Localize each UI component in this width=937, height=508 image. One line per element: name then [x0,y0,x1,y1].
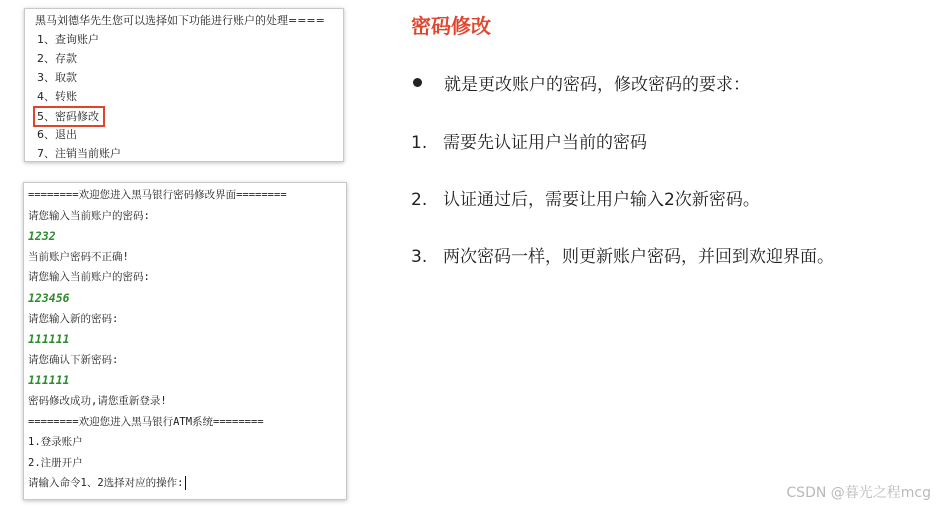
requirement-text: 认证通过后，需要让用户输入2次新密码。 [443,190,760,210]
requirement-text: 需要先认证用户当前的密码 [443,133,647,153]
console-line-input: 111111 [28,373,70,388]
menu-item-query: 1、查询账户 [37,33,99,46]
command-prompt-text: 请输入命令1、2选择对应的操作: [28,477,184,490]
requirement-number: 2. [411,190,428,210]
requirement-text: 两次密码一样，则更新账户密码，并回到欢迎界面。 [443,247,834,267]
console-line-banner: ========欢迎您进入黑马银行ATM系统======== [28,415,264,428]
console-line-banner: ========欢迎您进入黑马银行密码修改界面======== [28,189,287,201]
password-console [23,182,347,500]
bullet-text: 就是更改账户的密码，修改密码的要求： [444,75,750,95]
console-line-prompt-new: 请您输入新的密码: [28,312,119,325]
requirement-item [411,242,834,267]
console-line-prompt-confirm: 请您确认下新密码: [28,353,119,366]
text-cursor [185,476,186,490]
csdn-watermark: CSDN @暮光之程mcg [786,485,931,501]
menu-item-exit: 6、退出 [37,128,77,141]
requirement-item [411,185,760,210]
menu-item-withdraw: 3、取款 [37,71,77,84]
menu-console [24,8,344,162]
console-line-error: 当前账户密码不正确! [28,250,129,263]
menu-item-transfer: 4、转账 [37,90,77,103]
console-line-input: 123456 [28,290,70,305]
menu-item-close-account: 7、注销当前账户 [37,147,121,160]
requirement-number: 1. [411,133,428,153]
requirement-item [411,128,647,153]
section-title: 密码修改 [411,14,491,38]
console-line-prompt-current: 请您输入当前账户的密码: [28,209,150,222]
bullet-point [411,70,750,95]
console-line-option: 2.注册开户 [28,456,83,469]
menu-console-title: 黑马刘德华先生您可以选择如下功能进行账户的处理==== [35,14,325,27]
menu-item-change-password-highlighted: 5、密码修改 [33,106,105,127]
console-line-input: 1232 [28,229,56,244]
console-line-command-prompt[interactable] [28,473,346,494]
requirement-number: 3. [411,247,428,267]
console-line-input: 111111 [28,332,70,347]
console-line-success: 密码修改成功,请您重新登录! [28,394,167,407]
menu-item-deposit: 2、存款 [37,52,77,65]
console-line-prompt-current: 请您输入当前账户的密码: [28,271,150,284]
bullet-dot-icon [413,78,422,87]
console-line-option: 1.登录账户 [28,436,83,449]
